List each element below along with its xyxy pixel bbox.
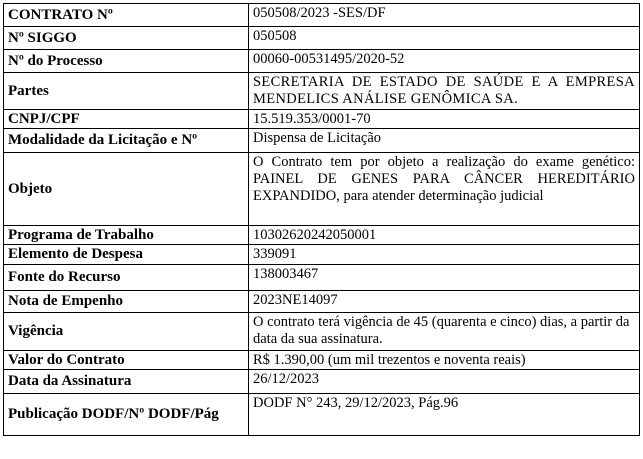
- row-value: 15.519.353/0001-70: [249, 110, 640, 129]
- table-row-data-assinatura: [4, 370, 640, 394]
- row-label: Valor do Contrato: [4, 351, 249, 370]
- row-label: Vigência: [4, 313, 249, 351]
- row-value: 2023NE14097: [249, 291, 640, 313]
- table-row-publicacao: [4, 394, 640, 436]
- table-row-fonte: [4, 265, 640, 291]
- row-label: Data da Assinatura: [4, 370, 249, 394]
- row-value: 00060-00531495/2020-52: [249, 50, 640, 73]
- table-row-valor: [4, 351, 640, 370]
- row-label: CNPJ/CPF: [4, 110, 249, 129]
- row-label: Programa de Trabalho: [4, 226, 249, 245]
- table-row-empenho: [4, 291, 640, 313]
- row-value: R$ 1.390,00 (um mil trezentos e noventa reais): [249, 351, 640, 370]
- table-row-siggo: [4, 27, 640, 50]
- table-row-vigencia: [4, 313, 640, 351]
- row-value: 050508/2023 -SES/DF: [249, 4, 640, 27]
- contract-summary-table: [3, 3, 640, 436]
- table-row-modalidade: [4, 129, 640, 153]
- table-row-objeto: [4, 153, 640, 226]
- row-value: 050508: [249, 27, 640, 50]
- table-row-cnpj: [4, 110, 640, 129]
- row-label: Nº SIGGO: [4, 27, 249, 50]
- row-label: Elemento de Despesa: [4, 245, 249, 265]
- row-label: Publicação DODF/Nº DODF/Pág: [4, 394, 249, 436]
- table-row-programa: [4, 226, 640, 245]
- row-value: SECRETARIA DE ESTADO DE SAÚDE E A EMPRESA MENDELICS ANÁLISE GENÔMICA SA.: [249, 73, 640, 110]
- row-label: Nº do Processo: [4, 50, 249, 73]
- row-label: CONTRATO Nº: [4, 4, 249, 27]
- row-value: 26/12/2023: [249, 370, 640, 394]
- row-label: Partes: [4, 73, 249, 110]
- row-label: Fonte do Recurso: [4, 265, 249, 291]
- row-value: DODF N° 243, 29/12/2023, Pág.96: [249, 394, 640, 436]
- row-label: Modalidade da Licitação e Nº: [4, 129, 249, 153]
- row-value: 138003467: [249, 265, 640, 291]
- table-row-processo: [4, 50, 640, 73]
- row-value: 10302620242050001: [249, 226, 640, 245]
- table-row-contrato: [4, 4, 640, 27]
- table-row-elemento: [4, 245, 640, 265]
- row-value: 339091: [249, 245, 640, 265]
- row-label: Nota de Empenho: [4, 291, 249, 313]
- row-value: Dispensa de Licitação: [249, 129, 640, 153]
- table-row-partes: [4, 73, 640, 110]
- row-label: Objeto: [4, 153, 249, 226]
- row-value: O Contrato tem por objeto a realização do exame genético: PAINEL DE GENES PARA CÂNCER HEREDITÁRIO EXPANDIDO, para atender determinação judicial: [249, 153, 640, 226]
- row-value: O contrato terá vigência de 45 (quarenta e cinco) dias, a partir da data da sua assinatura.: [249, 313, 640, 351]
